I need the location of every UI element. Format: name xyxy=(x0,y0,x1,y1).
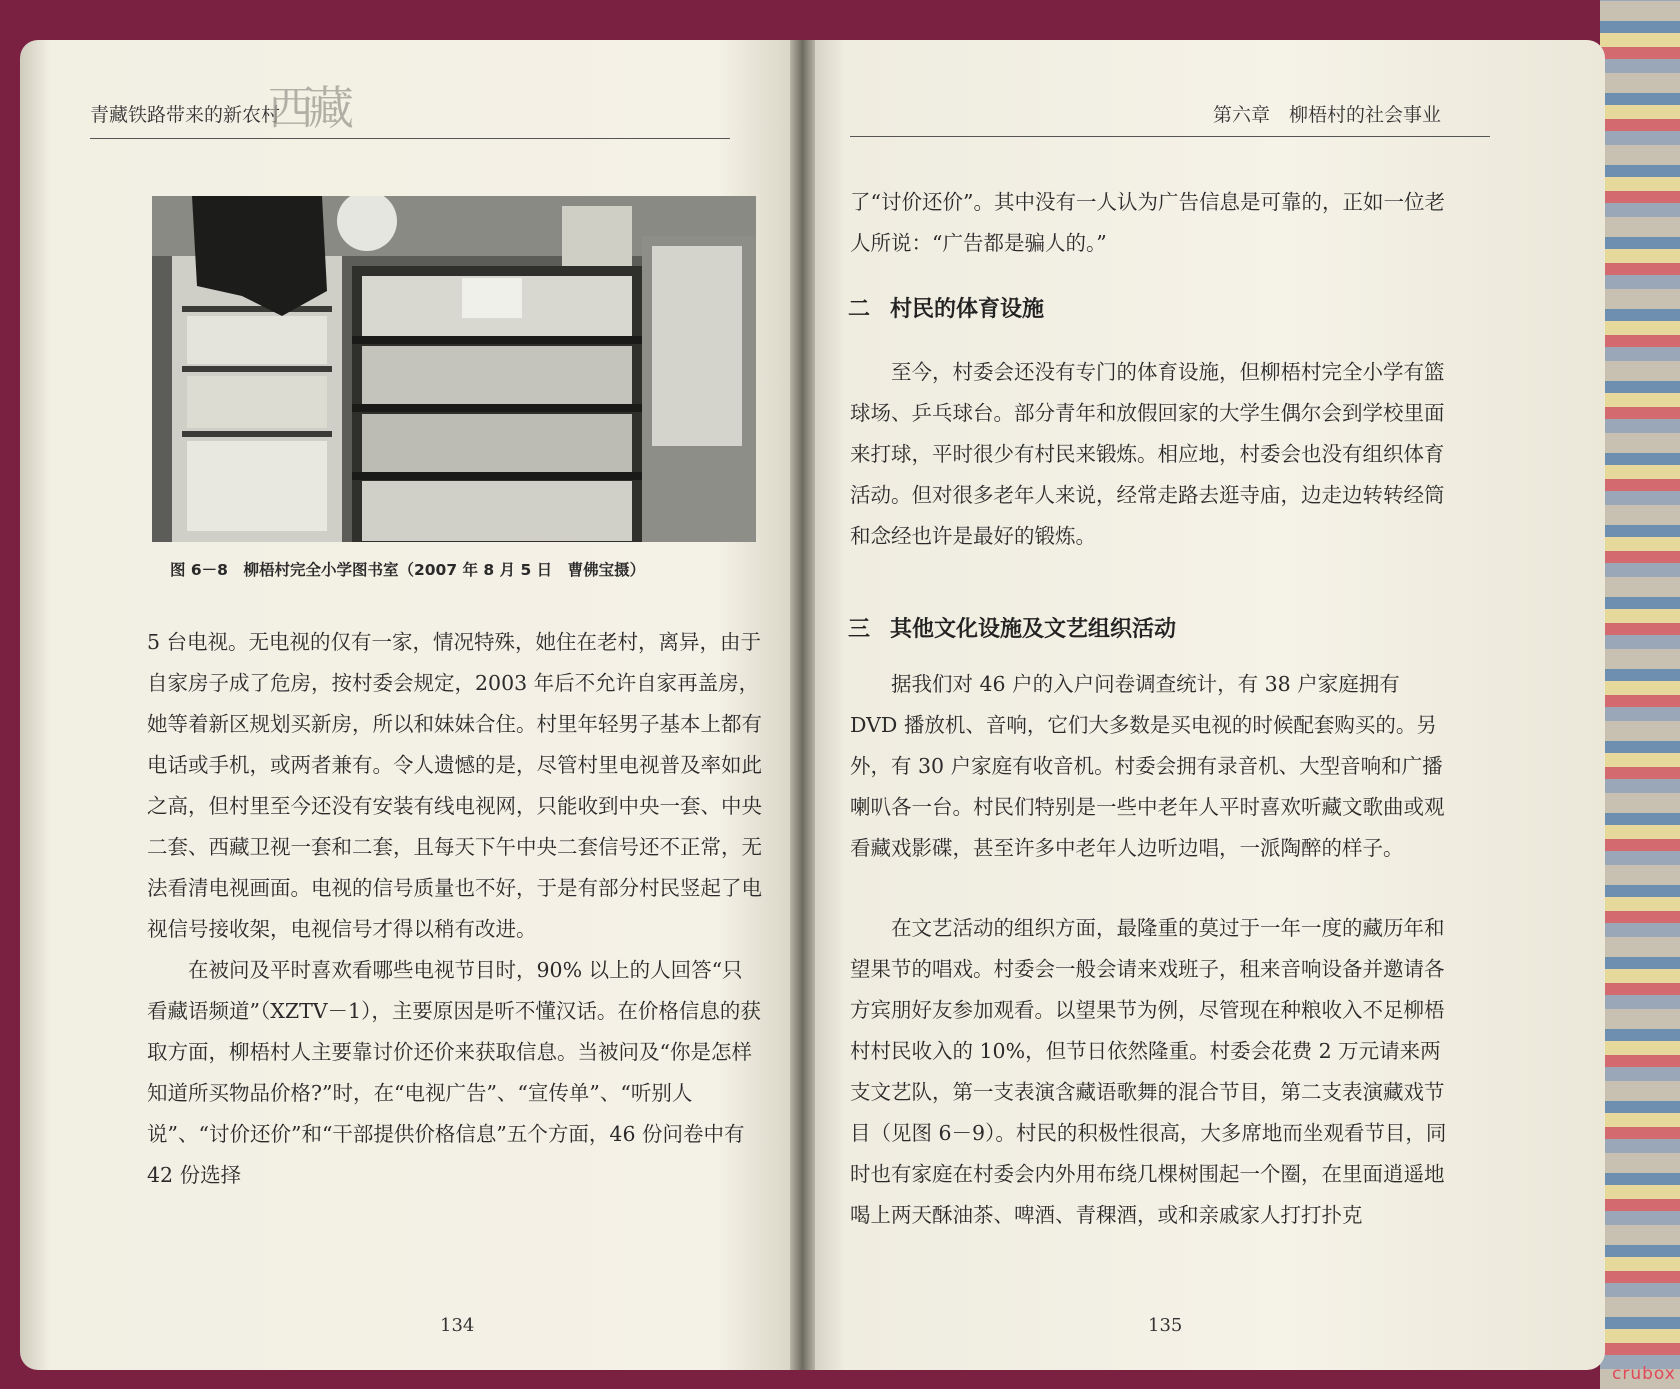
section-heading-3 xyxy=(848,612,1176,643)
right-top-text xyxy=(850,182,1450,264)
right-running-head: 第六章 柳梧村的社会事业 xyxy=(1213,104,1442,126)
section-title: 其他文化设施及文艺组织活动 xyxy=(890,617,1177,642)
page-number-right: 135 xyxy=(1148,1315,1183,1336)
section-heading-2 xyxy=(848,292,1044,323)
paragraph: 在文艺活动的组织方面，最隆重的莫过于一年一度的藏历年和望果节的唱戏。村委会一般会请来戏班子，租来音响设备并邀请各方宾朋好友参加观看。以望果节为例，尽管现在种粮收入不足柳梧村村民收入的 10%，但节日依然隆重。村委会花费 2 万元请来两支文艺队，第一支表演含藏语歌舞的混合节目，第二支表演藏戏节目（见图 6－9）。村民的积极性很高，大多席地而坐观看节目，同时也有家庭在村委会内外用布绕几棵树围起一个圈，在里面逍遥地喝上两天酥油茶、啤酒、青稞酒，或和亲戚家人打打扑克 xyxy=(850,916,1447,1227)
header-rule-right xyxy=(850,136,1490,137)
library-photo xyxy=(152,196,756,542)
section3-text-2 xyxy=(850,908,1450,1236)
page-number-left: 134 xyxy=(440,1315,475,1336)
paragraph: 至今，村委会还没有专门的体育设施，但柳梧村完全小学有篮球场、乒乓球台。部分青年和放假回家的大学生偶尔会到学校里面来打球，平时很少有村民来锻炼。相应地，村委会也没有组织体育活动。但对很多老年人来说，经常走路去逛寺庙，边走边转转经筒和念经也许是最好的锻炼。 xyxy=(850,360,1445,548)
figure-caption: 图 6－8 柳梧村完全小学图书室（2007 年 8 月 5 日 曹佛宝摄） xyxy=(170,561,646,579)
paragraph: 了“讨价还价”。其中没有一人认为广告信息是可靠的，正如一位老人所说：“广告都是骗人的。” xyxy=(850,190,1445,255)
section2-text xyxy=(850,352,1450,557)
header-rule-left xyxy=(90,138,730,139)
section3-text-1 xyxy=(850,664,1450,869)
section-number: 三 xyxy=(848,617,871,642)
paragraph: 据我们对 46 户的入户问卷调查统计，有 38 户家庭拥有 DVD 播放机、音响，它们大多数是买电视的时候配套购买的。另外，有 30 户家庭有收音机。村委会拥有录音机、大型音响和广播喇叭各一台。村民们特别是一些中老年人平时喜欢听藏文歌曲或观看藏戏影碟，甚至许多中老年人边听边唱，一派陶醉的样子。 xyxy=(850,672,1445,860)
running-head-logo: 西藏 xyxy=(268,81,348,135)
paragraph: 在被问及平时喜欢看哪些电视节目时，90% 以上的人回答“只看藏语频道”（XZTV－1），主要原因是听不懂汉话。在价格信息的获取方面，柳梧村人主要靠讨价还价来获取信息。当被问及“你是怎样知道所买物品价格?”时，在“电视广告”、“宣传单”、“听别人说”、“讨价还价”和“干部提供价格信息”五个方面，46 份问卷中有 42 份选择 xyxy=(147,958,761,1187)
paragraph: 5 台电视。无电视的仅有一家，情况特殊，她住在老村，离异，由于自家房子成了危房，按村委会规定，2003 年后不允许自家再盖房，她等着新区规划买新房，所以和妹妹合住。村里年轻男子基本上都有电话或手机，或两者兼有。令人遗憾的是，尽管村里电视普及率如此之高，但村里至今还没有安装有线电视网，只能收到中央一套、中央二套、西藏卫视一套和二套，且每天下午中央二套信号还不正常，无法看清电视画面。电视的信号质量也不好，于是有部分村民竖起了电视信号接收架，电视信号才得以稍有改进。 xyxy=(147,630,762,941)
section-number: 二 xyxy=(848,297,871,322)
left-body-text xyxy=(147,622,762,1196)
book-cover-edge xyxy=(1600,0,1680,1389)
book-gutter xyxy=(790,40,815,1370)
section-title: 村民的体育设施 xyxy=(890,297,1045,322)
left-running-head: 青藏铁路带来的新农村 xyxy=(90,104,281,126)
watermark-text: crubox xyxy=(1612,1364,1676,1384)
